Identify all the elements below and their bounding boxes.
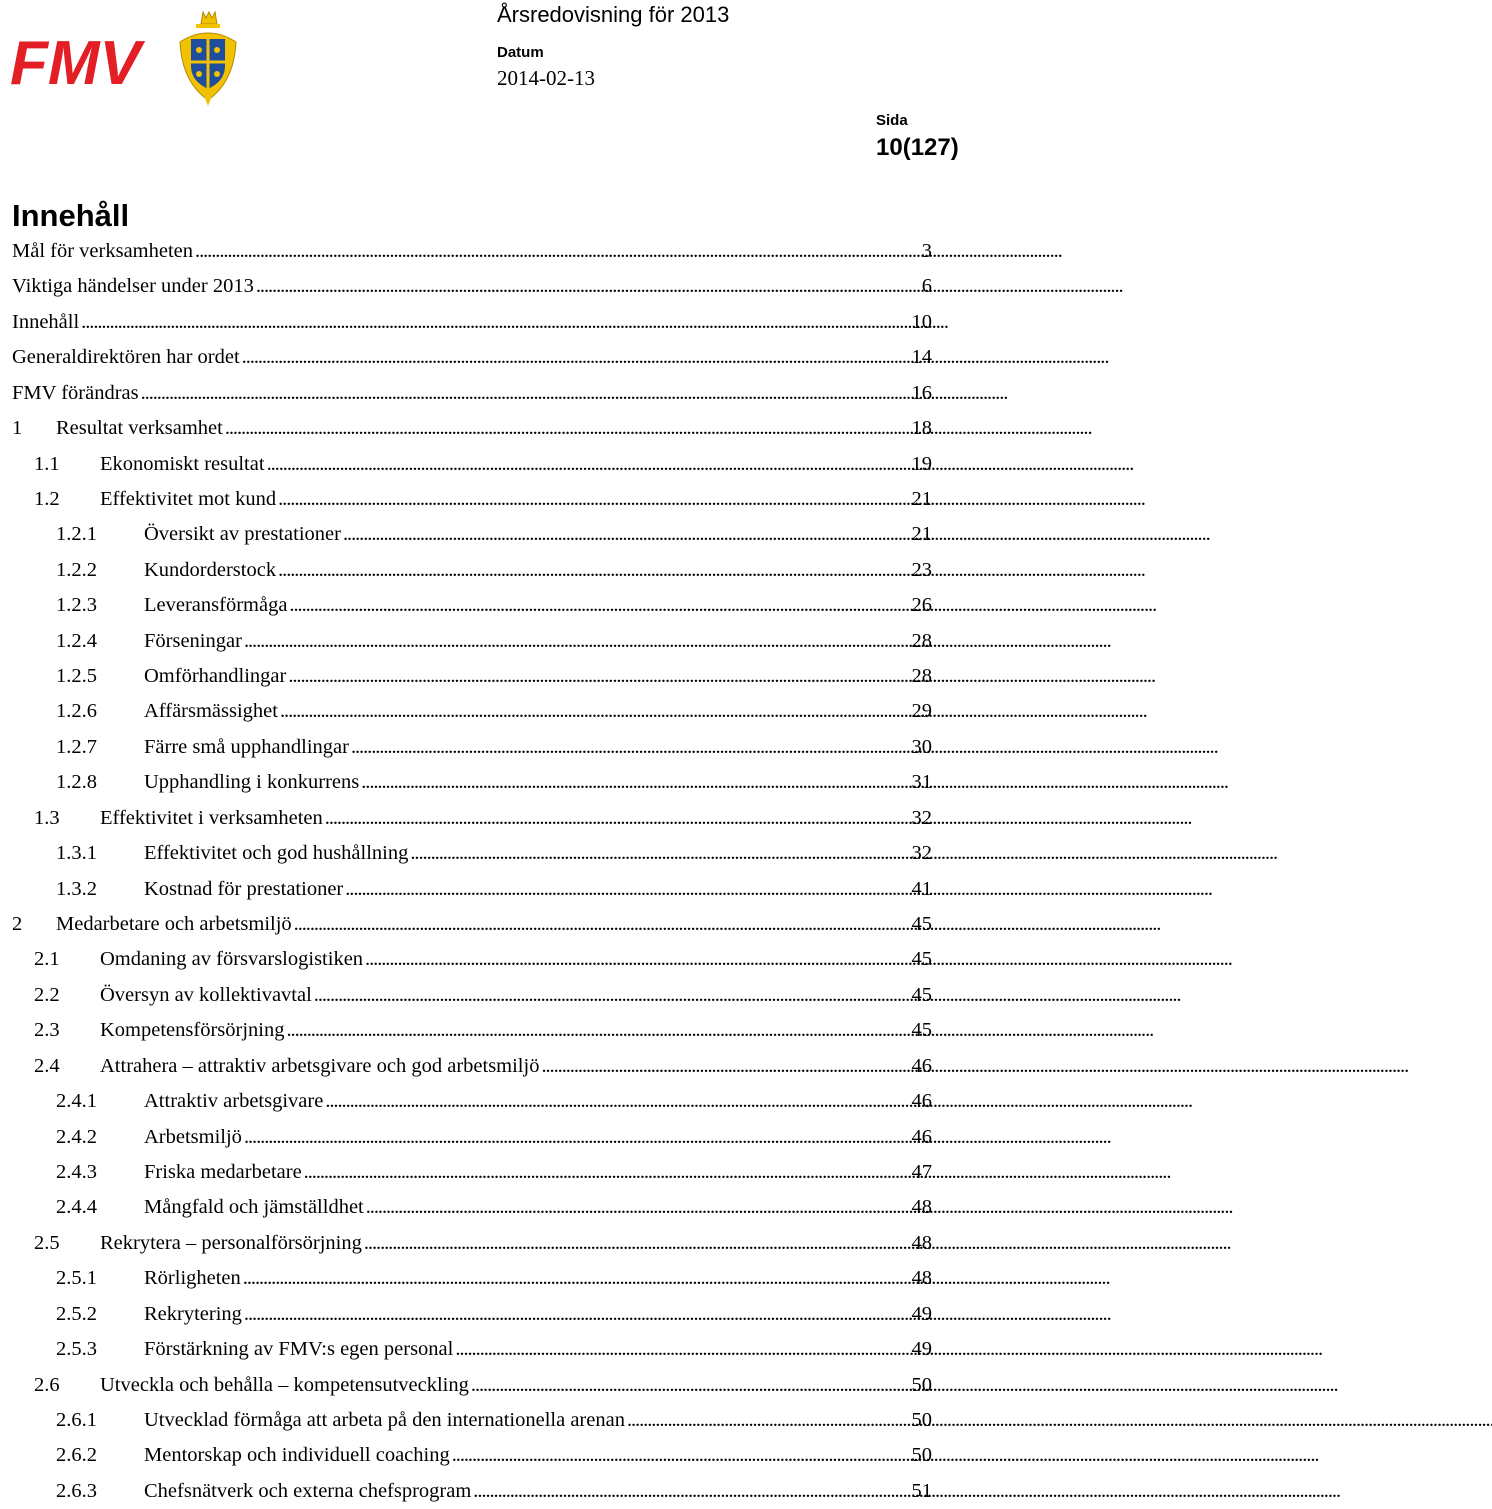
toc-entry-line	[34, 1368, 932, 1403]
toc-entry-line	[56, 1332, 932, 1367]
toc-entry-line	[34, 447, 932, 482]
toc-entry-number: 1.2.7	[56, 735, 97, 758]
toc-dot-leader	[240, 340, 906, 375]
toc-entry-title: Utvecklad förmåga att arbeta på den internationella arenan	[144, 1408, 625, 1431]
toc-dot-leader	[193, 234, 916, 269]
toc-entry-number: 1.2.3	[56, 594, 97, 617]
toc-entry[interactable]	[0, 694, 960, 729]
toc-dot-leader	[254, 269, 916, 304]
toc-entry-title: Upphandling i konkurrens	[144, 771, 360, 794]
date-value: 2014-02-13	[497, 66, 595, 90]
toc-entry-number: 1	[12, 417, 23, 440]
toc-entry-number: 1.1	[34, 452, 60, 475]
toc-entry-line	[56, 1403, 932, 1438]
toc-dot-leader	[139, 376, 906, 411]
toc-entry-number: 2.2	[34, 983, 60, 1006]
toc-entry[interactable]	[0, 659, 960, 694]
toc-dot-leader	[223, 411, 906, 446]
toc-entry-title: Innehåll	[12, 310, 80, 333]
toc-entry-line	[34, 1013, 932, 1048]
toc-dot-leader	[323, 1084, 905, 1119]
toc-entry-number: 2.4	[34, 1054, 60, 1077]
toc-entry[interactable]	[0, 1084, 960, 1119]
toc-entry-line	[56, 624, 932, 659]
toc-entry[interactable]	[0, 517, 960, 552]
toc-entry-number: 2.6	[34, 1373, 60, 1396]
toc-entry-page: 21	[911, 487, 932, 510]
toc-entry-title: Attraktiv arbetsgivare	[144, 1090, 324, 1113]
page-number: 10(127)	[876, 134, 959, 161]
toc-dot-leader	[453, 1332, 905, 1367]
toc-entry[interactable]	[0, 1049, 960, 1084]
toc-entry[interactable]	[0, 1226, 960, 1261]
toc-entry[interactable]	[0, 305, 960, 340]
toc-entry-title: Förseningar	[144, 629, 242, 652]
toc-entry-title: Effektivitet och god hushållning	[144, 842, 409, 865]
toc-entry-line	[12, 340, 932, 375]
toc-entry-page: 45	[911, 1019, 932, 1042]
crest-icon	[180, 12, 236, 106]
toc-entry-number: 1.2.4	[56, 629, 97, 652]
fmv-logo-text: FMV	[10, 29, 141, 98]
toc-entry-page: 14	[911, 346, 932, 369]
toc-entry-page: 28	[911, 665, 932, 688]
toc-entry-number: 2.5.1	[56, 1267, 97, 1290]
toc-entry-title: Ekonomiskt resultat	[100, 452, 265, 475]
toc-entry-line	[12, 376, 932, 411]
toc-entry-number: 2.1	[34, 948, 60, 971]
toc-entry-title: Effektivitet i verksamheten	[100, 806, 323, 829]
toc-entry-title: Översyn av kollektivavtal	[100, 983, 312, 1006]
toc-dot-leader	[362, 1226, 906, 1261]
toc-entry-line	[56, 765, 932, 800]
toc-entry[interactable]	[0, 1474, 960, 1509]
toc-entry-page: 46	[911, 1054, 932, 1077]
toc-entry[interactable]	[0, 588, 960, 623]
toc-entry-title: Resultat verksamhet	[56, 417, 223, 440]
toc-entry-line	[56, 553, 932, 588]
toc-entry-page: 46	[911, 1125, 932, 1148]
toc-entry-line	[56, 1297, 932, 1332]
toc-entry-line	[12, 907, 932, 942]
toc-entry-line	[12, 269, 932, 304]
toc-entry[interactable]	[0, 907, 960, 942]
toc-entry[interactable]	[0, 1403, 960, 1438]
toc-entry-number: 1.3.2	[56, 877, 97, 900]
toc-entry-page: 49	[911, 1338, 932, 1361]
toc-heading: Innehåll	[12, 198, 130, 233]
toc-entry-number: 1.2.2	[56, 558, 97, 581]
toc-entry-number: 2.5	[34, 1231, 60, 1254]
toc-dot-leader	[469, 1368, 906, 1403]
toc-entry[interactable]	[0, 269, 960, 304]
toc-dot-leader	[323, 801, 906, 836]
toc-entry-number: 2.4.4	[56, 1196, 97, 1219]
toc-entry[interactable]	[0, 1332, 960, 1367]
toc-entry-page: 10	[911, 310, 932, 333]
toc-entry-page: 50	[911, 1373, 932, 1396]
toc-entry[interactable]	[0, 553, 960, 588]
toc-entry-title: Rekrytera – personalförsörjning	[100, 1231, 362, 1254]
toc-entry-number: 1.2.1	[56, 523, 97, 546]
table-of-contents	[0, 234, 960, 1509]
toc-dot-leader	[359, 765, 905, 800]
toc-entry-line	[56, 1261, 932, 1296]
toc-entry[interactable]	[0, 836, 960, 871]
toc-dot-leader	[364, 1190, 906, 1225]
toc-entry-page: 47	[911, 1160, 932, 1183]
toc-entry-number: 2.6.3	[56, 1479, 97, 1502]
toc-entry-title: Mål för verksamheten	[12, 240, 194, 262]
toc-entry-line	[12, 411, 932, 446]
toc-entry-line	[34, 978, 932, 1013]
toc-entry[interactable]	[0, 1438, 960, 1473]
toc-entry-page: 48	[911, 1196, 932, 1219]
toc-entry-line	[12, 305, 932, 340]
toc-entry-title: Friska medarbetare	[144, 1160, 302, 1183]
toc-entry-page: 32	[911, 806, 932, 829]
toc-entry-line	[56, 1155, 932, 1190]
toc-entry[interactable]	[0, 942, 960, 977]
toc-entry-page: 16	[911, 381, 932, 404]
toc-entry[interactable]	[0, 872, 960, 907]
toc-entry-line	[56, 1120, 932, 1155]
toc-dot-leader	[242, 624, 906, 659]
toc-entry-title: Kostnad för prestationer	[144, 877, 344, 900]
toc-entry-page: 28	[911, 629, 932, 652]
page-label: Sida	[876, 112, 908, 129]
toc-entry-line	[34, 801, 932, 836]
toc-entry[interactable]	[0, 482, 960, 517]
toc-dot-leader	[242, 1120, 906, 1155]
toc-dot-leader	[276, 482, 905, 517]
toc-entry-line	[56, 1438, 932, 1473]
toc-entry-number: 2.6.1	[56, 1408, 97, 1431]
toc-entry-line	[56, 517, 932, 552]
toc-entry-title: Omdaning av försvarslogistiken	[100, 948, 364, 971]
toc-entry-line	[56, 588, 932, 623]
toc-entry[interactable]	[0, 1013, 960, 1048]
toc-entry-title: Attrahera – attraktiv arbetsgivare och god arbetsmiljö	[100, 1054, 540, 1077]
toc-entry[interactable]	[0, 1368, 960, 1403]
toc-entry[interactable]	[0, 624, 960, 659]
toc-entry-page: 23	[911, 558, 932, 581]
toc-dot-leader	[284, 1013, 905, 1048]
toc-entry-page: 50	[911, 1408, 932, 1431]
toc-entry[interactable]	[0, 978, 960, 1013]
toc-entry-line	[56, 730, 932, 765]
toc-dot-leader	[450, 1438, 906, 1473]
toc-entry-line	[56, 694, 932, 729]
toc-entry-title: Effektivitet mot kund	[100, 487, 277, 510]
toc-entry-line	[34, 482, 932, 517]
toc-entry-title: Utveckla och behålla – kompetensutveckling	[100, 1373, 469, 1396]
toc-entry-title: Färre små upphandlingar	[144, 735, 349, 758]
toc-entry-line	[56, 659, 932, 694]
toc-entry-number: 2.4.2	[56, 1125, 97, 1148]
toc-entry-page: 31	[911, 771, 932, 794]
toc-entry-title: Rekrytering	[144, 1302, 242, 1325]
toc-entry[interactable]	[0, 1297, 960, 1332]
toc-entry-page: 48	[911, 1231, 932, 1254]
toc-entry[interactable]	[0, 411, 960, 446]
toc-entry-page: 46	[911, 1090, 932, 1113]
toc-entry-title: Viktiga händelser under 2013	[12, 275, 254, 298]
toc-entry[interactable]	[0, 1155, 960, 1190]
toc-entry[interactable]	[0, 340, 960, 375]
toc-entry[interactable]	[0, 447, 960, 482]
toc-entry-page: 19	[911, 452, 932, 475]
toc-entry-number: 2.4.3	[56, 1160, 97, 1183]
toc-entry[interactable]	[0, 730, 960, 765]
toc-entry-line	[34, 942, 932, 977]
toc-entry-title: Medarbetare och arbetsmiljö	[56, 913, 292, 936]
toc-entry-title: Förstärkning av FMV:s egen personal	[144, 1338, 454, 1361]
toc-entry-line	[56, 836, 932, 871]
toc-dot-leader	[292, 907, 906, 942]
toc-entry-line	[56, 1190, 932, 1225]
toc-entry-number: 1.2.6	[56, 700, 97, 723]
toc-entry-page: 21	[911, 523, 932, 546]
toc-entry-page: 45	[911, 983, 932, 1006]
toc-entry[interactable]	[0, 376, 960, 411]
toc-entry-title: Mentorskap och individuell coaching	[144, 1444, 450, 1467]
toc-entry[interactable]	[0, 1190, 960, 1225]
toc-entry-page: 45	[911, 948, 932, 971]
toc-dot-leader	[341, 517, 906, 552]
toc-entry-page: 3	[921, 240, 932, 262]
toc-dot-leader	[349, 730, 906, 765]
document-title: Årsredovisning för 2013	[497, 2, 730, 27]
toc-dot-leader	[539, 1049, 905, 1084]
toc-entry-page: 6	[921, 275, 932, 298]
toc-entry-title: Arbetsmiljö	[144, 1125, 242, 1148]
toc-entry-page: 51	[911, 1479, 932, 1502]
toc-entry-page: 48	[911, 1267, 932, 1290]
toc-entry-line	[12, 234, 932, 269]
toc-entry[interactable]	[0, 1120, 960, 1155]
toc-dot-leader	[79, 305, 905, 340]
toc-entry-page: 49	[911, 1302, 932, 1325]
toc-entry-line	[56, 1084, 932, 1119]
toc-entry-number: 2	[12, 913, 23, 936]
toc-entry-number: 2.5.2	[56, 1302, 97, 1325]
toc-entry-number: 1.3	[34, 806, 60, 829]
toc-dot-leader	[286, 659, 905, 694]
toc-dot-leader	[242, 1297, 906, 1332]
date-label: Datum	[497, 44, 544, 61]
toc-entry-page: 30	[911, 735, 932, 758]
toc-entry-page: 26	[911, 594, 932, 617]
toc-dot-leader	[625, 1403, 906, 1438]
toc-entry-title: Kundorderstock	[144, 558, 277, 581]
toc-entry-line	[56, 1474, 932, 1509]
toc-entry-line	[34, 1226, 932, 1261]
toc-entry-number: 1.2.8	[56, 771, 97, 794]
toc-dot-leader	[343, 872, 905, 907]
toc-entry-page: 50	[911, 1444, 932, 1467]
toc-dot-leader	[302, 1155, 906, 1190]
toc-entry-title: Leveransförmåga	[144, 594, 288, 617]
toc-entry-page: 32	[911, 842, 932, 865]
toc-entry-title: Affärsmässighet	[144, 700, 278, 723]
toc-entry-number: 2.3	[34, 1019, 60, 1042]
toc-entry-number: 2.6.2	[56, 1444, 97, 1467]
toc-entry[interactable]	[0, 765, 960, 800]
toc-entry-title: Översikt av prestationer	[144, 523, 341, 546]
toc-entry-title: Omförhandlingar	[144, 665, 287, 688]
toc-entry-page: 41	[911, 877, 932, 900]
toc-dot-leader	[241, 1261, 906, 1296]
toc-entry-title: Generaldirektören har ordet	[12, 346, 240, 369]
fmv-logo	[10, 8, 240, 108]
toc-entry-title: Mångfald och jämställdhet	[144, 1196, 364, 1219]
toc-dot-leader	[471, 1474, 905, 1509]
toc-entry-line	[56, 872, 932, 907]
fmv-logo-graphic	[10, 8, 240, 108]
toc-entry-page: 45	[911, 913, 932, 936]
toc-dot-leader	[363, 942, 905, 977]
toc-entry-title: Kompetensförsörjning	[100, 1019, 285, 1042]
toc-dot-leader	[265, 447, 906, 482]
toc-entry-number: 2.5.3	[56, 1338, 97, 1361]
toc-entry-number: 1.3.1	[56, 842, 97, 865]
toc-dot-leader	[287, 588, 905, 623]
toc-entry-number: 2.4.1	[56, 1090, 97, 1113]
toc-dot-leader	[312, 978, 906, 1013]
toc-entry-number: 1.2	[34, 487, 60, 510]
toc-entry[interactable]	[0, 1261, 960, 1296]
toc-dot-leader	[408, 836, 905, 871]
toc-entry-title: FMV förändras	[12, 381, 139, 404]
toc-entry[interactable]	[0, 801, 960, 836]
toc-dot-leader	[278, 694, 906, 729]
toc-entry[interactable]	[0, 234, 960, 269]
toc-entry-page: 18	[911, 417, 932, 440]
toc-entry-number: 1.2.5	[56, 665, 97, 688]
toc-entry-page: 29	[911, 700, 932, 723]
toc-entry-title: Chefsnätverk och externa chefsprogram	[144, 1479, 472, 1502]
toc-entry-line	[34, 1049, 932, 1084]
toc-dot-leader	[276, 553, 905, 588]
toc-entry-title: Rörligheten	[144, 1267, 241, 1290]
